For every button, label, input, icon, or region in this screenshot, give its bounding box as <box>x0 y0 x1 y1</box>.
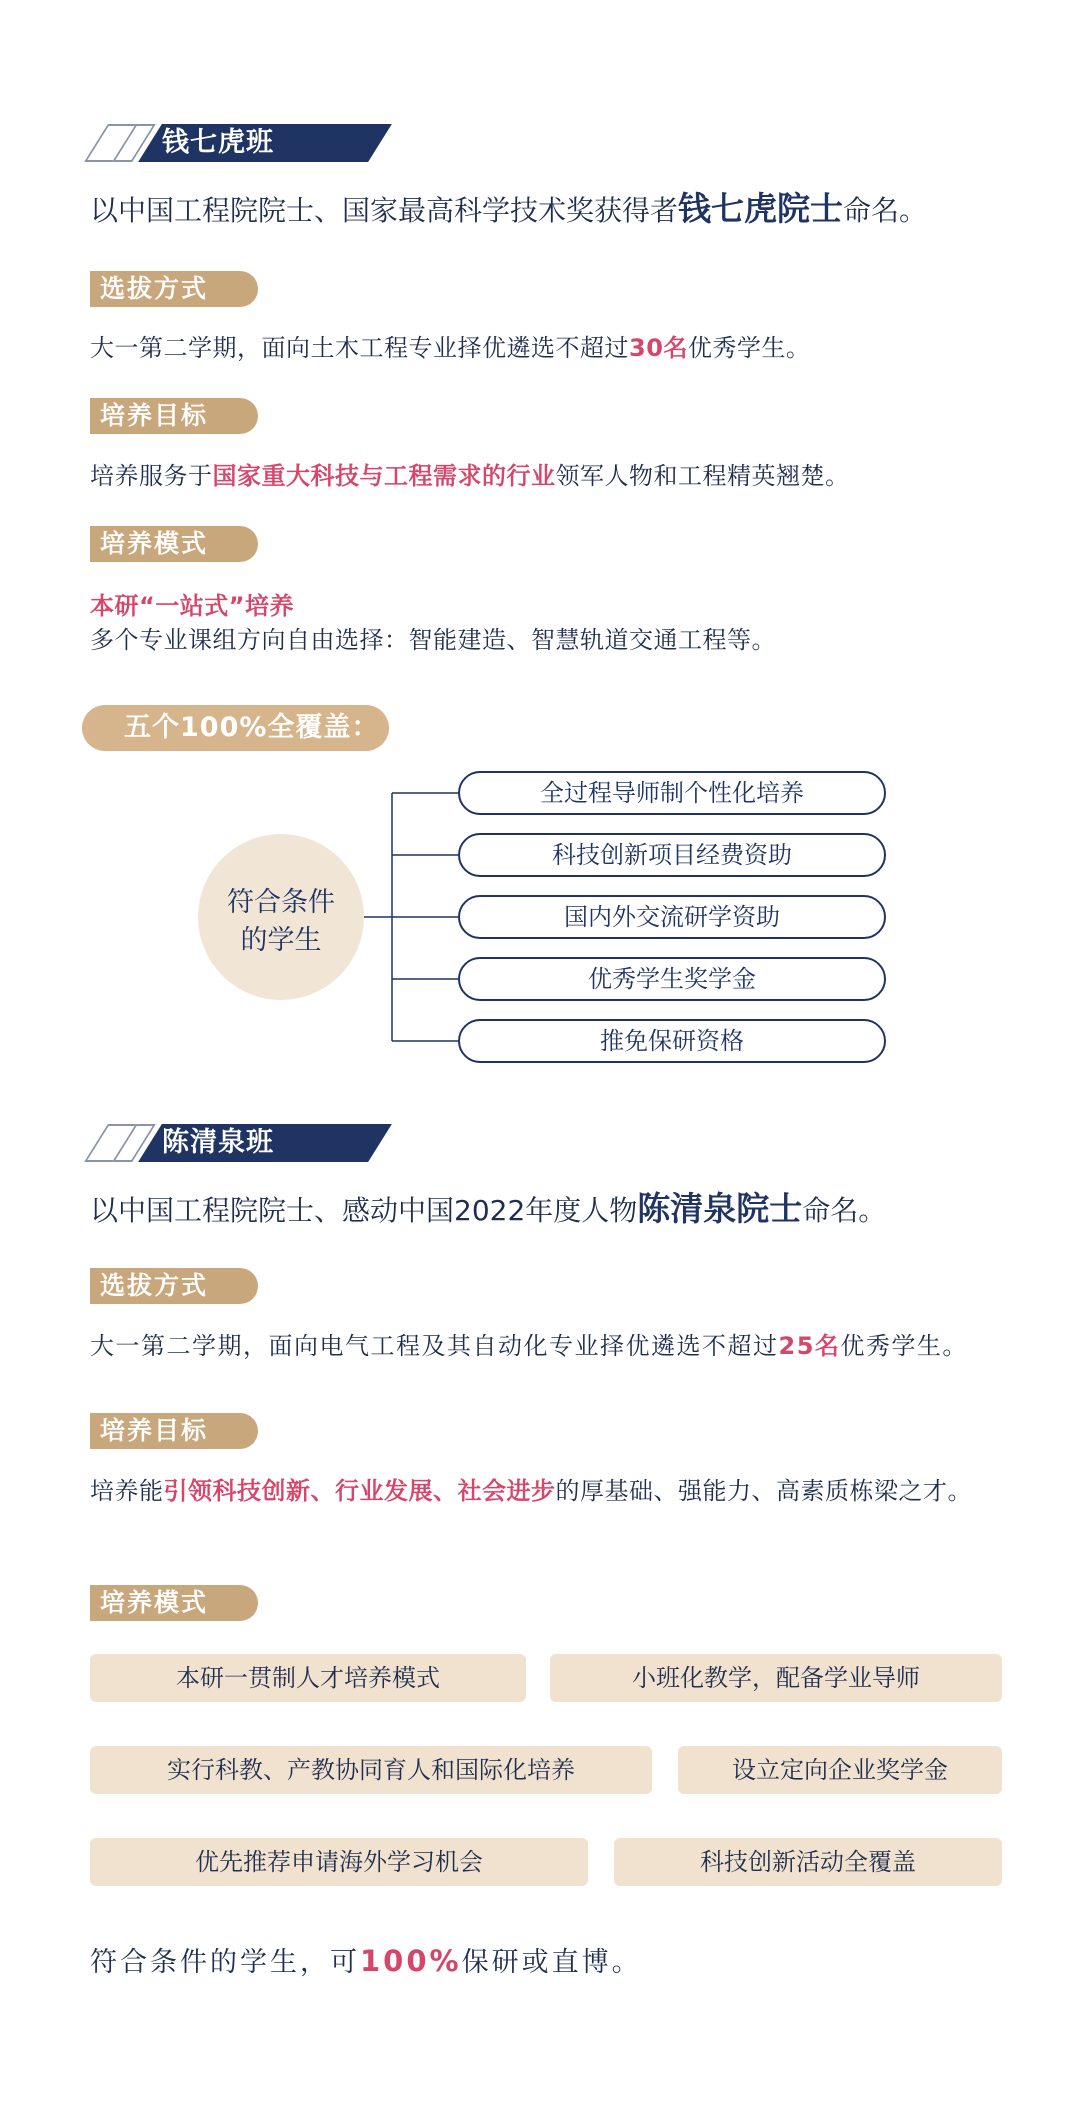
class-title-ribbon-2 <box>88 1124 388 1162</box>
selection-tag: 选拔方式 <box>90 1268 258 1304</box>
eligible-students-circle: 符合条件 的学生 <box>198 834 364 1000</box>
closing-text: 符合条件的学生，可100%保研或直博。 <box>90 1944 642 1978</box>
class-title: 陈清泉班 <box>162 1127 274 1158</box>
mode-item: 设立定向企业奖学金 <box>678 1746 1002 1794</box>
selection-text: 大一第二学期，面向电气工程及其自动化专业择优遴选不超过25名优秀学生。 <box>90 1332 968 1360</box>
coverage-pill: 五个100%全覆盖： <box>82 705 389 751</box>
selection-text: 大一第二学期，面向土木工程专业择优遴选不超过30名优秀学生。 <box>90 334 811 362</box>
mode-tag: 培养模式 <box>90 526 258 562</box>
mode-item: 优先推荐申请海外学习机会 <box>90 1838 588 1886</box>
mode-item: 本研一贯制人才培养模式 <box>90 1654 526 1702</box>
mode-highlight: 本研“一站式”培养 <box>90 592 295 620</box>
coverage-item: 国内外交流研学资助 <box>458 895 886 939</box>
goal-text: 培养服务于国家重大科技与工程需求的行业领军人物和工程精英翘楚。 <box>90 462 850 490</box>
goal-tag: 培养目标 <box>90 398 258 434</box>
mode-item: 科技创新活动全覆盖 <box>614 1838 1002 1886</box>
selection-tag: 选拔方式 <box>90 271 258 307</box>
academician-name: 陈清泉院士 <box>637 1189 803 1228</box>
goal-text: 培养能引领科技创新、行业发展、社会进步的厚基础、强能力、高素质栋梁之才。 <box>90 1477 972 1505</box>
class-intro: 以中国工程院院士、感动中国2022年度人物陈清泉院士命名。 <box>90 1189 887 1228</box>
academician-name: 钱七虎院士 <box>678 189 844 228</box>
class-title: 钱七虎班 <box>162 127 274 158</box>
coverage-item: 全过程导师制个性化培养 <box>458 771 886 815</box>
coverage-item: 优秀学生奖学金 <box>458 957 886 1001</box>
coverage-item: 科技创新项目经费资助 <box>458 833 886 877</box>
mode-item: 小班化教学，配备学业导师 <box>550 1654 1002 1702</box>
mode-text: 多个专业课组方向自由选择：智能建造、智慧轨道交通工程等。 <box>90 626 776 654</box>
coverage-item: 推免保研资格 <box>458 1019 886 1063</box>
class-intro: 以中国工程院院士、国家最高科学技术奖获得者钱七虎院士命名。 <box>90 189 928 228</box>
mode-item: 实行科教、产教协同育人和国际化培养 <box>90 1746 652 1794</box>
mode-tag: 培养模式 <box>90 1585 258 1621</box>
goal-tag: 培养目标 <box>90 1413 258 1449</box>
